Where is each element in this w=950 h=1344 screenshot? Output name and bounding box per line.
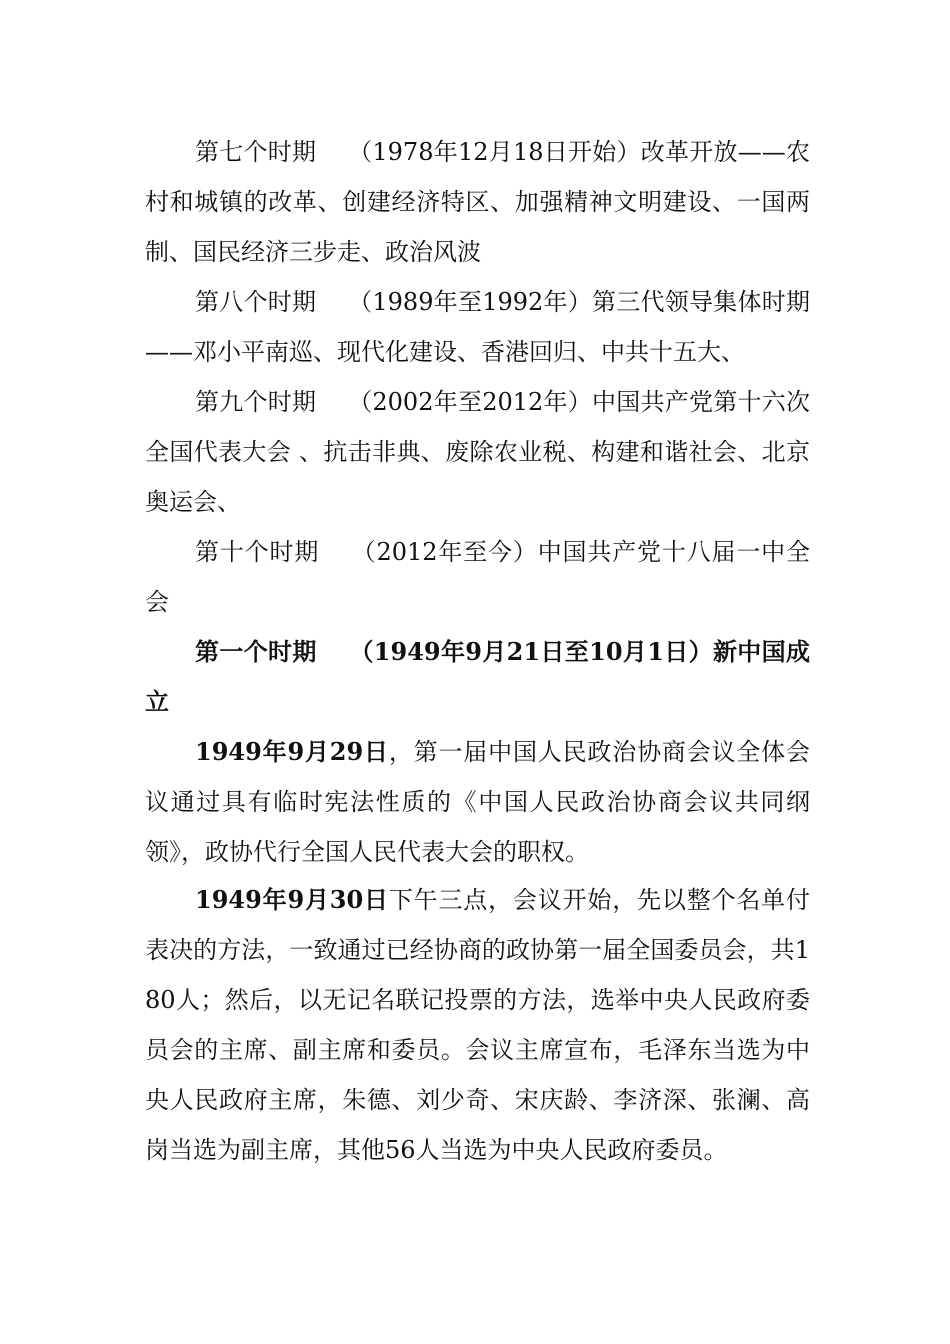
period-9-text: （2002年至2012年）中国共产党第十六次全国代表大会 、抗击非典、废除农业税、构建和谐社会、北京奥运会、 <box>145 388 811 516</box>
section-paragraph-1 <box>145 727 810 877</box>
period-10-paragraph <box>145 527 810 627</box>
section-heading <box>145 627 810 727</box>
section-paragraph-1-text: ，第一届中国人民政治协商会议全体会议通过具有临时宪法性质的《中国人民政治协商会议共同纲领》，政协代行全国人民代表大会的职权。 <box>145 738 811 866</box>
period-7-label: 第七个时期 <box>195 138 317 166</box>
period-10-label: 第十个时期 <box>195 538 320 566</box>
section-heading-text: （1949年9月21日至10月1日）新中国成立 <box>145 637 811 716</box>
period-9-label: 第九个时期 <box>195 388 317 416</box>
period-7-paragraph <box>145 127 810 277</box>
section-paragraph-2-date: 1949年9月30日 <box>195 885 389 914</box>
period-8-label: 第八个时期 <box>195 288 317 316</box>
period-8-paragraph <box>145 277 810 377</box>
section-paragraph-2-text: 下午三点，会议开始，先以整个名单付表决的方法，一致通过已经协商的政协第一届全国委员会，共180人；然后，以无记名联记投票的方法，选举中央人民政府委员会的主席、副主席和委员。会议主席宣布，毛泽东当选为中央人民政府主席，朱德、刘少奇、宋庆龄、李济深、张澜、高岗当选为副主席，其他56人当选为中央人民政府委员。 <box>145 886 811 1164</box>
period-8-text: （1989年至1992年）第三代领导集体时期——邓小平南巡、现代化建设、香港回归、中共十五大、 <box>145 288 811 366</box>
period-10-text: （2012年至今）中国共产党十八届一中全会 <box>145 538 810 616</box>
period-7-text: （1978年12月18日开始）改革开放——农村和城镇的改革、创建经济特区、加强精神文明建设、一国两制、国民经济三步走、政治风波 <box>145 138 811 266</box>
section-paragraph-1-date: 1949年9月29日 <box>195 737 389 766</box>
section-paragraph-2 <box>145 875 810 1175</box>
period-9-paragraph <box>145 377 810 527</box>
section-heading-label: 第一个时期 <box>195 637 317 666</box>
